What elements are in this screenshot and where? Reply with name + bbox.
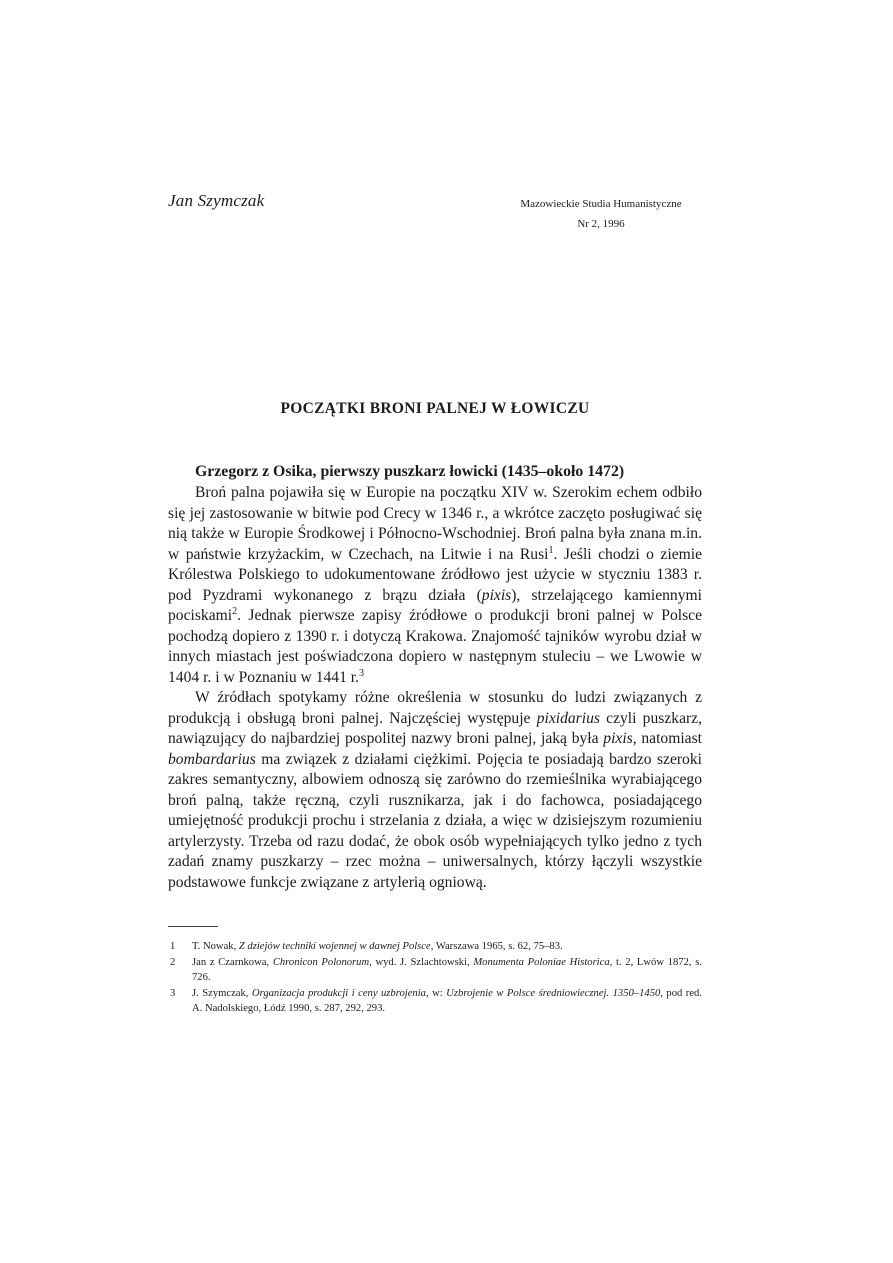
text-run: czyli puszkarz, nawiązujący do najbardziej pospolitej nazwy broni palnej, jaką była — [168, 709, 703, 747]
footnote-text — [182, 955, 702, 985]
paragraph-2 — [168, 688, 702, 893]
journal-issue: Nr 2, 1996 — [577, 218, 625, 230]
footnote-2 — [168, 955, 702, 985]
section-heading: Grzegorz z Osika, pierwszy puszkarz łowicki (1435–około 1472) — [195, 463, 625, 480]
italic-term: bombardarius — [168, 750, 256, 768]
fn-run: , wyd. J. Szlachtowski, — [369, 957, 474, 968]
text-run: . Jeśli chodzi o ziemie Królestwa Polskiego to udokumentowane źródłowo jest użycie w styczniu 1383 r. pod Pyzdrami wykonanego z brązu działa ( — [168, 545, 702, 604]
footnote-text — [182, 939, 702, 954]
fn-run: , pod red. A. Nadolskiego, Łódź 1990, s. 287, 292, 293. — [192, 988, 702, 1014]
footnotes — [168, 939, 702, 1017]
italic-term: pixis — [603, 730, 633, 747]
text-run: ), strzelającego kamiennymi pociskami — [168, 586, 702, 624]
paragraph-1 — [168, 483, 702, 688]
text-run: ma związek z działami ciężkimi. Pojęcia te posiadają bardzo szeroki zakres semantyczny, albowiem odnoszą się zarówno do rzemieślnika wyrabiającego broń palną, także ręczną, czyli rusznikarza, jak i do fachowca, posiadającego umiejętność produkcji prochu i strzelania z działa, a więc w dzisiejszym rozumieniu artylerzysty. Trzeba od razu dodać, że obok osób wypełniających tylko jedno z tych zadań znamy puszkarzy – rzec można – uniwersalnych, którzy łączyli wszystkie podstawowe funkcje związane z artylerią ogniową. — [168, 750, 702, 891]
text-run: W źródłach spotykamy różne określenia w stosunku do ludzi związanych z produkcją i obsługą broni palnej. Najczęściej występuje — [168, 689, 702, 727]
footnote-number: 2 — [170, 957, 176, 968]
footnote-1 — [168, 939, 702, 954]
italic-term: pixidarius — [536, 709, 600, 727]
footnote-number: 1 — [170, 941, 176, 952]
journal-info — [500, 194, 702, 234]
footnote-3 — [168, 986, 702, 1016]
fn-run: Jan z Czarnkowa, — [192, 957, 273, 968]
fn-italic: Uzbrojenie w Polsce średniowiecznej. 1350–1450 — [446, 988, 661, 999]
fn-run: , t. 2, Lwów 1872, s. 726. — [192, 957, 702, 983]
fn-italic: Organizacja produkcji i ceny uzbrojenia — [251, 988, 426, 999]
fn-run: J. Szymczak, — [192, 988, 252, 999]
fn-italic: Monumenta Poloniae Historica — [473, 957, 610, 968]
footnote-separator — [168, 926, 218, 927]
fn-italic: Chronicon Polonorum — [272, 957, 370, 968]
fn-italic: Z dziejów techniki wojennej w dawnej Polsce — [238, 941, 431, 952]
footnote-text — [182, 986, 702, 1016]
footnote-ref-2: 2 — [232, 605, 238, 617]
footnote-ref-1: 1 — [548, 544, 554, 556]
footnote-ref-3: 3 — [359, 667, 365, 679]
journal-name: Mazowieckie Studia Humanistyczne — [520, 198, 682, 210]
fn-run: T. Nowak, — [192, 941, 239, 952]
footnote-number: 3 — [170, 988, 176, 999]
article-title: POCZĄTKI BRONI PALNEJ W ŁOWICZU — [280, 400, 590, 417]
italic-term: pixis — [481, 586, 512, 604]
article-body — [168, 461, 702, 893]
text-run: Broń palna pojawiła się w Europie na początku XIV w. Szerokim echem odbiło się jej zastosowanie w bitwie pod Crecy w 1346 r., a wkrótce zaczęto posługiwać się nią także w Europie Środkowej i Północno-Wschodniej. Broń palna była znana m.in. w państwie krzyżackim, w Czechach, na Litwie i na Rusi — [168, 484, 702, 563]
fn-run: , Warszawa 1965, s. 62, 75–83. — [430, 941, 563, 952]
text-run: . Jednak pierwsze zapisy źródłowe o produkcji broni palnej w Polsce pochodzą dopiero z 1390 r. i dotyczą Krakowa. Znajomość tajników wyrobu dział w innych miastach jest poświadczona dopiero w następnym stuleciu – we Lwowie w 1404 r. i w Poznaniu w 1441 r. — [168, 607, 702, 686]
fn-run: , w: — [425, 988, 447, 999]
text-run: , natomiast — [632, 730, 702, 747]
author-name: Jan Szymczak — [168, 191, 265, 210]
